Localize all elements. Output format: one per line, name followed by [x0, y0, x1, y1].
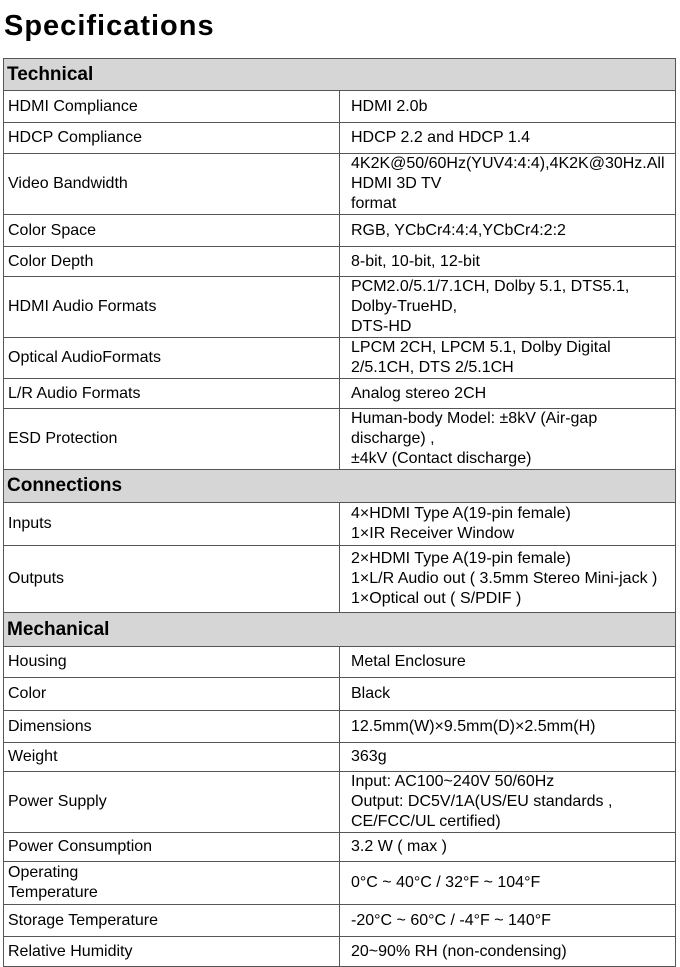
- spec-label: Color: [4, 678, 340, 711]
- spec-value: 12.5mm(W)×9.5mm(D)×2.5mm(H): [340, 711, 676, 743]
- spec-value: Analog stereo 2CH: [340, 379, 676, 409]
- spec-row: [4, 247, 676, 277]
- spec-row: [4, 833, 676, 862]
- spec-row: [4, 154, 676, 215]
- spec-value: 4K2K@50/60Hz(YUV4:4:4),4K2K@30Hz.All HDMI 3D TV format: [340, 154, 676, 215]
- spec-row: [4, 905, 676, 937]
- spec-row: [4, 743, 676, 772]
- spec-value: RGB, YCbCr4:4:4,YCbCr4:2:2: [340, 215, 676, 247]
- spec-value: Input: AC100~240V 50/60Hz Output: DC5V/1A(US/EU standards , CE/FCC/UL certified): [340, 772, 676, 833]
- spec-value: 8-bit, 10-bit, 12-bit: [340, 247, 676, 277]
- spec-row: [4, 503, 676, 546]
- spec-row: [4, 546, 676, 613]
- spec-label: Power Supply: [4, 772, 340, 833]
- spec-label: HDCP Compliance: [4, 123, 340, 154]
- spec-value: 4×HDMI Type A(19-pin female) 1×IR Receiver Window: [340, 503, 676, 546]
- spec-value: LPCM 2CH, LPCM 5.1, Dolby Digital 2/5.1CH, DTS 2/5.1CH: [340, 338, 676, 379]
- section-header-technical: [4, 59, 676, 91]
- spec-row: [4, 379, 676, 409]
- spec-value: HDCP 2.2 and HDCP 1.4: [340, 123, 676, 154]
- spec-label: L/R Audio Formats: [4, 379, 340, 409]
- section-title: Connections: [4, 470, 676, 503]
- spec-row: [4, 409, 676, 470]
- spec-value: 20~90% RH (non-condensing): [340, 937, 676, 967]
- spec-row: [4, 338, 676, 379]
- spec-label: Storage Temperature: [4, 905, 340, 937]
- spec-value: Metal Enclosure: [340, 647, 676, 678]
- section-title: Technical: [4, 59, 676, 91]
- spec-label: Video Bandwidth: [4, 154, 340, 215]
- spec-row: [4, 647, 676, 678]
- spec-row: [4, 711, 676, 743]
- section-header-mechanical: [4, 613, 676, 647]
- specifications-table: [3, 58, 676, 967]
- spec-value: 0°C ~ 40°C / 32°F ~ 104°F: [340, 862, 676, 905]
- section-header-connections: [4, 470, 676, 503]
- spec-label: Housing: [4, 647, 340, 678]
- page-title: Specifications: [4, 10, 215, 42]
- spec-label: HDMI Compliance: [4, 91, 340, 123]
- spec-value: PCM2.0/5.1/7.1CH, Dolby 5.1, DTS5.1, Dolby-TrueHD, DTS-HD: [340, 277, 676, 338]
- spec-label: Inputs: [4, 503, 340, 546]
- spec-row: [4, 937, 676, 967]
- spec-label: Operating Temperature: [4, 862, 340, 905]
- spec-label: Color Space: [4, 215, 340, 247]
- spec-row: [4, 772, 676, 833]
- spec-row: [4, 678, 676, 711]
- spec-label: Power Consumption: [4, 833, 340, 862]
- spec-label: Outputs: [4, 546, 340, 613]
- spec-row: [4, 862, 676, 905]
- spec-value: Human-body Model: ±8kV (Air-gap discharge) , ±4kV (Contact discharge): [340, 409, 676, 470]
- spec-label: Weight: [4, 743, 340, 772]
- spec-row: [4, 91, 676, 123]
- spec-value: Black: [340, 678, 676, 711]
- spec-label: Relative Humidity: [4, 937, 340, 967]
- spec-row: [4, 123, 676, 154]
- spec-label: Color Depth: [4, 247, 340, 277]
- spec-label: Optical AudioFormats: [4, 338, 340, 379]
- spec-row: [4, 215, 676, 247]
- spec-value: 2×HDMI Type A(19-pin female) 1×L/R Audio out ( 3.5mm Stereo Mini-jack ) 1×Optical out ( S/PDIF ): [340, 546, 676, 613]
- spec-value: 363g: [340, 743, 676, 772]
- spec-value: -20°C ~ 60°C / -4°F ~ 140°F: [340, 905, 676, 937]
- spec-value: HDMI 2.0b: [340, 91, 676, 123]
- spec-value: 3.2 W ( max ): [340, 833, 676, 862]
- section-title: Mechanical: [4, 613, 676, 647]
- spec-label: Dimensions: [4, 711, 340, 743]
- spec-label: HDMI Audio Formats: [4, 277, 340, 338]
- spec-label: ESD Protection: [4, 409, 340, 470]
- spec-row: [4, 277, 676, 338]
